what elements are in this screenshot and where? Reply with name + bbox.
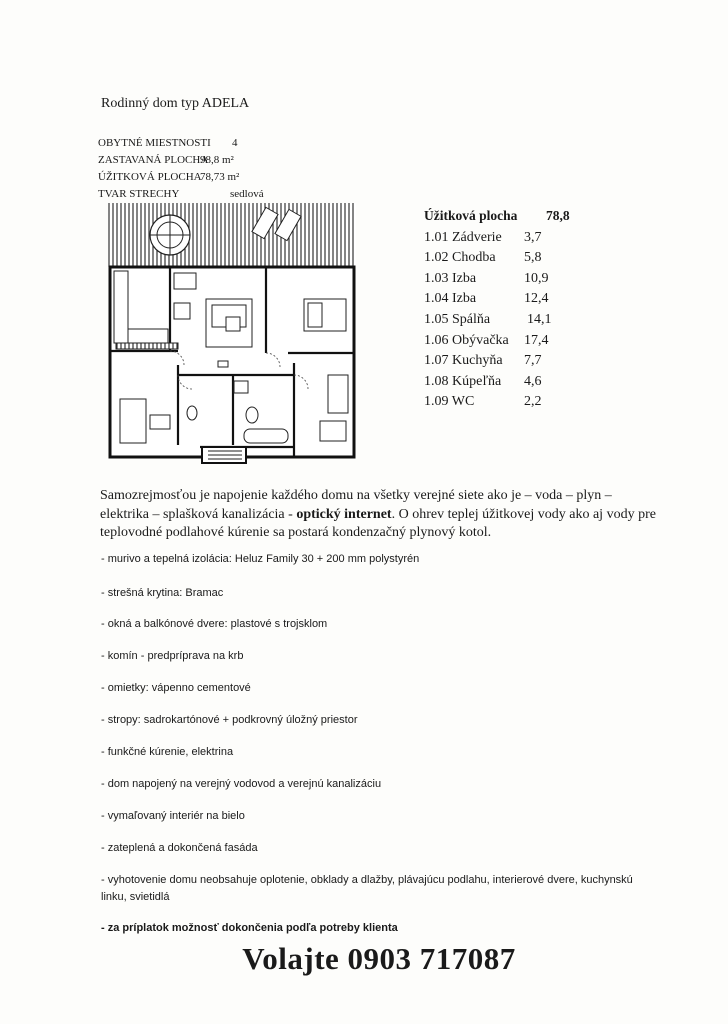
terrace — [108, 203, 356, 267]
spec-value: 78,73 m² — [200, 171, 240, 183]
bed-icon — [328, 375, 348, 413]
bathtub-icon — [244, 429, 288, 443]
room-name: 1.07 Kuchyňa — [424, 353, 503, 369]
feature-item: - stropy: sadrokartónové + podkrovný úložný priestor — [101, 714, 358, 726]
bed-icon — [120, 399, 146, 443]
spec-label: OBYTNÉ MIESTNOSTI — [98, 137, 211, 149]
feature-item: - omietky: vápenno cementové — [101, 682, 251, 694]
feature-item: - funkčné kúrenie, elektrina — [101, 746, 234, 758]
specs-block — [98, 135, 264, 203]
room-row — [424, 289, 570, 310]
spec-row — [98, 169, 264, 186]
room-row — [424, 351, 570, 372]
feature-item: - strešná krytina: Bramac — [101, 587, 224, 599]
spec-label: ÚŽITKOVÁ PLOCHA — [98, 171, 202, 183]
spec-value: sedlová — [230, 188, 264, 200]
feature-item: - murivo a tepelná izolácia: Heluz Family 30 + 200 mm polystyrén — [101, 553, 420, 565]
room-area: 5,8 — [524, 250, 542, 266]
document-title: Rodinný dom typ ADELA — [101, 96, 250, 111]
room-row — [424, 310, 570, 331]
room-area: 4,6 — [524, 373, 542, 389]
room-name: 1.03 Izba — [424, 270, 477, 286]
room-name: 1.06 Obývačka — [424, 332, 509, 348]
feature-item-bold: - za príplatok možnosť dokončenia podľa potreby klienta — [101, 922, 398, 934]
spec-value: 4 — [232, 137, 238, 149]
room-name: 1.08 Kúpeľňa — [424, 373, 502, 389]
room-name: 1.05 Spálňa — [424, 311, 491, 327]
room-row — [424, 269, 570, 290]
feature-item: - zateplená a dokončená fasáda — [101, 842, 258, 854]
room-row — [424, 331, 570, 352]
room-name: 1.01 Zádverie — [424, 229, 502, 245]
intro-paragraph — [100, 487, 660, 543]
feature-item: - okná a balkónové dvere: plastové s trojsklom — [101, 618, 328, 630]
feature-item: - vymaľovaný interiér na bielo — [101, 810, 245, 822]
table-icon — [150, 215, 190, 255]
room-area: 7,7 — [524, 353, 542, 369]
room-area-table — [424, 206, 570, 413]
room-name: 1.04 Izba — [424, 291, 477, 307]
floor-plan — [108, 203, 356, 471]
room-row — [424, 372, 570, 393]
room-name: 1.09 WC — [424, 394, 475, 410]
intro-text-end: . O ohrev teplej úžitkovej vody ako aj vody pre teplovodné podlahové kúrenie sa postará kondenzačný plynový kotol. — [100, 506, 656, 540]
room-area: 12,4 — [524, 291, 549, 307]
wc-icon — [246, 407, 258, 423]
room-area: 17,4 — [524, 332, 549, 348]
call-to-action: Volajte 0903 717087 — [242, 941, 516, 976]
room-table-header — [424, 206, 570, 227]
spec-row — [98, 152, 264, 169]
spec-value: 98,8 m² — [200, 154, 234, 166]
kitchen-counter — [114, 271, 128, 343]
room-area: 2,2 — [524, 394, 542, 410]
spec-label: TVAR STRECHY — [98, 188, 180, 200]
spec-row — [98, 186, 264, 203]
room-table-header-value: 78,8 — [546, 208, 570, 223]
spec-label: ZASTAVANÁ PLOCHA — [98, 154, 209, 166]
room-row — [424, 392, 570, 413]
room-area: 14,1 — [527, 311, 552, 327]
intro-text: Samozrejmosťou je napojenie každého domu na všetky verejné siete ako je – voda – plyn – elektrika – splašková kanalizácia - — [100, 488, 612, 522]
feature-item: - komín - predpríprava na krb — [101, 650, 244, 662]
room-name: 1.02 Chodba — [424, 250, 496, 266]
room-area: 10,9 — [524, 270, 549, 286]
room-table-header-label: Úžitková plocha — [424, 208, 518, 223]
intro-highlight: optický internet — [296, 506, 392, 522]
room-row — [424, 248, 570, 269]
room-row — [424, 228, 570, 249]
spec-row — [98, 135, 264, 152]
dining-table — [174, 273, 196, 289]
feature-item: - dom napojený na verejný vodovod a verejnú kanalizáciu — [101, 778, 382, 790]
feature-item: - vyhotovenie domu neobsahuje oplotenie, obklady a dlažby, plávajúcu podlahu, interierové dvere, kuchynskú linku, svietidlá — [101, 874, 633, 903]
room-area: 3,7 — [524, 229, 542, 245]
